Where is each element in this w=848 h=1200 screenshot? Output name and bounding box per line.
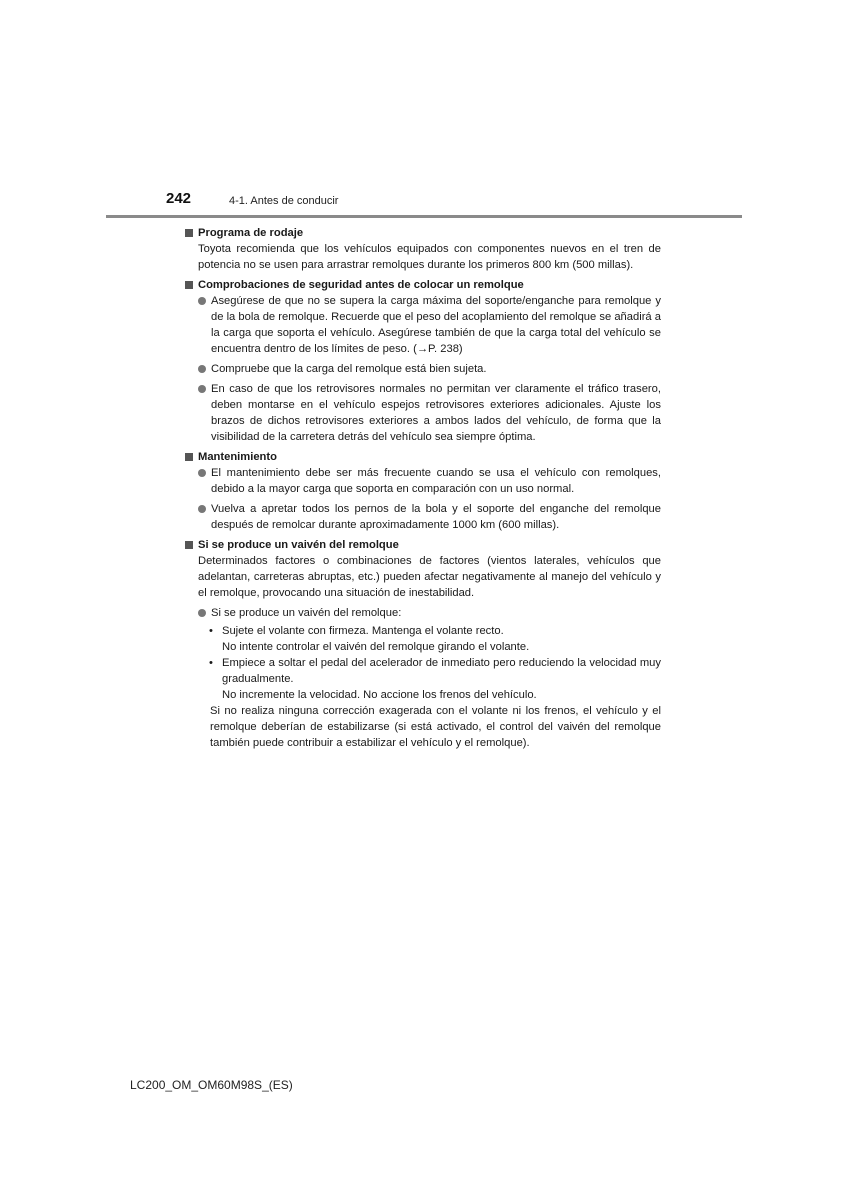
document-code: LC200_OM_OM60M98S_(ES) (130, 1078, 293, 1092)
square-bullet-icon (185, 281, 193, 289)
square-bullet-icon (185, 453, 193, 461)
section-title: Si se produce un vaivén del remolque (198, 539, 399, 551)
section-title: Comprobaciones de seguridad antes de colocar un remolque (198, 279, 524, 291)
square-bullet-icon (185, 541, 193, 549)
sub-note: No intente controlar el vaivén del remolque girando el volante. (222, 641, 530, 653)
page-content (185, 223, 661, 751)
small-dot-icon: • (209, 625, 213, 637)
sub-note: No incremente la velocidad. No accione los frenos del vehículo. (222, 689, 537, 701)
sub-list-item: • Sujete el volante con firmeza. Mantenga el volante recto. (209, 625, 504, 637)
square-bullet-icon (185, 229, 193, 237)
circle-bullet-icon (198, 297, 206, 305)
section-mantenimiento (185, 449, 661, 533)
circle-bullet-icon (198, 469, 206, 477)
chapter-title: 4-1. Antes de conducir (229, 195, 339, 207)
list-item: Asegúrese de que no se supera la carga máxima del soporte/enganche para remolque y de la bola de remolque. Recuerde que el peso del acoplamiento del remolque se añadirá a la carga que soporta el vehículo. Asegúrese también de que la carga total del vehículo se encuentra dentro de los límites de peso. (→P. 238) (198, 293, 661, 357)
closing-paragraph: Si no realiza ninguna corrección exagerada con el volante ni los frenos, el vehículo y el remolque deberían de estabilizarse (si está activado, el control del vaivén del remolque también puede contribuir a estabilizar el vehículo y el remolque). (210, 705, 661, 749)
page-number: 242 (166, 190, 192, 207)
list-item: En caso de que los retrovisores normales no permitan ver claramente el tráfico trasero, deben montarse en el vehículo espejos retrovisores exteriores adicionales. Ajuste los brazos de dichos retrovisores exteriores a ambos lados del vehículo, de forma que la visibilidad de la carretera detrás del vehículo sea siempre óptima. (198, 381, 661, 445)
section-paragraph: Toyota recomienda que los vehículos equipados con componentes nuevos en el tren de potencia no se usen para arrastrar remolques durante los primeros 800 km (500 millas). (198, 243, 661, 271)
section-title: Mantenimiento (198, 451, 277, 463)
list-item: El mantenimiento debe ser más frecuente cuando se usa el vehículo con remolques, debido a la mayor carga que soporta en comparación con un uso normal. (198, 465, 661, 497)
small-dot-icon: • (209, 657, 213, 669)
section-title: Programa de rodaje (198, 227, 304, 239)
section-paragraph: Determinados factores o combinaciones de factores (vientos laterales, vehículos que adelantan, carreteras abruptas, etc.) pueden afectar negativamente al manejo del vehículo y el remolque, provocando una situación de inestabilidad. (198, 555, 661, 599)
section-programa-rodaje (185, 225, 661, 273)
circle-bullet-icon (198, 609, 206, 617)
list-item: Si se produce un vaivén del remolque: (198, 605, 661, 621)
section-comprobaciones (185, 277, 661, 445)
list-item: Compruebe que la carga del remolque está bien sujeta. (198, 361, 661, 377)
circle-bullet-icon (198, 365, 206, 373)
list-item: Vuelva a apretar todos los pernos de la bola y el soporte del enganche del remolque después de remolcar durante aproximadamente 1000 km (600 millas). (198, 501, 661, 533)
sub-list-item: • Empiece a soltar el pedal del acelerador de inmediato pero reduciendo la velocidad muy gradualmente. (209, 657, 661, 685)
section-vaiven (185, 537, 661, 751)
circle-bullet-icon (198, 385, 206, 393)
circle-bullet-icon (198, 505, 206, 513)
header-rule (106, 215, 742, 218)
